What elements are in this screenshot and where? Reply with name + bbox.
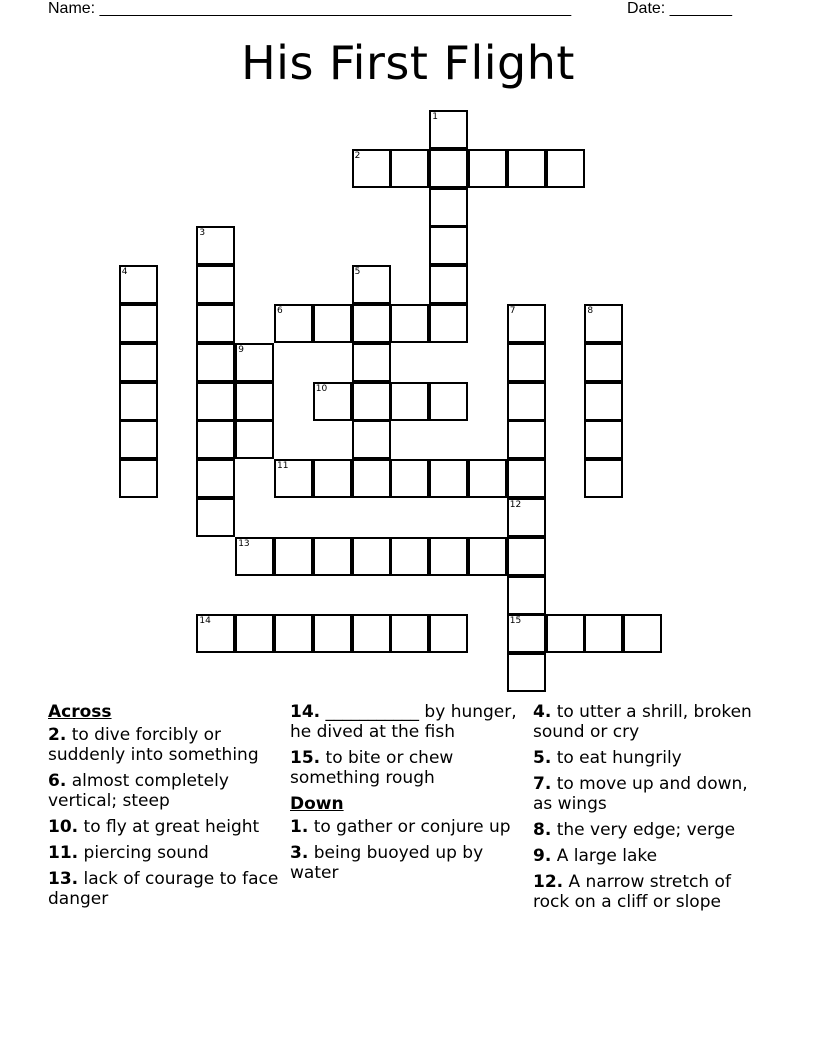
grid-cell[interactable] <box>429 188 468 227</box>
clue-item <box>533 820 768 840</box>
grid-cell[interactable] <box>429 110 468 149</box>
grid-cell[interactable] <box>352 149 391 188</box>
grid-cell[interactable] <box>390 304 429 343</box>
grid-cell[interactable] <box>119 265 158 304</box>
clue-num: 2. <box>48 725 67 745</box>
grid-cell[interactable] <box>196 265 235 304</box>
clue-number: 5 <box>354 267 361 278</box>
clue-number: 13 <box>238 538 250 549</box>
grid-cell[interactable] <box>584 382 623 421</box>
clues-column-3 <box>533 702 768 918</box>
clue-item <box>48 725 283 765</box>
grid-cell[interactable] <box>507 537 546 576</box>
grid-cell[interactable] <box>429 459 468 498</box>
grid-cell[interactable] <box>429 614 468 653</box>
grid-cell[interactable] <box>429 226 468 265</box>
clue-text: the very edge; verge <box>551 820 736 840</box>
grid-cell[interactable] <box>352 537 391 576</box>
clue-text: ___________ by hunger, he dived at the fish <box>290 702 517 742</box>
clue-text: piercing sound <box>78 843 209 863</box>
grid-cell[interactable] <box>429 382 468 421</box>
across-clue-list <box>48 725 283 909</box>
grid-cell[interactable] <box>196 459 235 498</box>
grid-cell[interactable] <box>507 653 546 692</box>
grid-cell[interactable] <box>507 576 546 615</box>
clue-text: being buoyed up by water <box>290 843 484 883</box>
clue-num: 13. <box>48 869 79 889</box>
clue-number: 10 <box>315 383 328 394</box>
grid-cell[interactable] <box>390 149 429 188</box>
grid-cell[interactable] <box>507 420 546 459</box>
grid-cell[interactable] <box>196 498 235 537</box>
grid-cell[interactable] <box>352 265 391 304</box>
clues-column-1 <box>48 702 283 915</box>
grid-cell[interactable] <box>313 382 352 421</box>
grid-cell[interactable] <box>352 304 391 343</box>
clue-number: 14 <box>199 616 211 627</box>
date-line: Date: _______ <box>627 0 732 17</box>
clue-num: 5. <box>533 748 552 768</box>
grid-cell[interactable] <box>584 420 623 459</box>
clue-number: 7 <box>509 306 516 316</box>
clue-item <box>290 843 525 883</box>
grid-cell[interactable] <box>119 382 158 421</box>
clue-number: 2 <box>354 150 361 161</box>
clue-item <box>48 817 283 837</box>
clue-item <box>533 748 768 768</box>
clue-text: lack of courage to face danger <box>48 869 279 909</box>
clue-item <box>533 702 768 742</box>
clue-item <box>48 869 283 909</box>
clue-num: 11. <box>48 843 79 863</box>
grid-cell[interactable] <box>468 459 507 498</box>
grid-cell[interactable] <box>507 459 546 498</box>
clue-number: 9 <box>238 344 244 355</box>
clue-number: 11 <box>277 461 289 472</box>
clues-column-2 <box>290 702 525 889</box>
clue-num: 12. <box>533 872 564 892</box>
grid-cell[interactable] <box>119 459 158 498</box>
grid-cell[interactable] <box>235 343 274 382</box>
down-clue-list-continued <box>533 702 768 912</box>
clue-text: to utter a shrill, broken sound or cry <box>533 702 752 742</box>
grid-cell[interactable] <box>235 614 274 653</box>
grid-cell[interactable] <box>584 459 623 498</box>
clue-number: 6 <box>277 306 283 316</box>
grid-cell[interactable] <box>429 149 468 188</box>
page-title: His First Flight <box>241 36 575 90</box>
grid-cell[interactable] <box>390 382 429 421</box>
grid-cell[interactable] <box>352 343 391 382</box>
grid-cell[interactable] <box>235 420 274 459</box>
clue-number: 1 <box>432 112 438 122</box>
grid-cell[interactable] <box>507 614 546 653</box>
clue-item <box>290 748 525 788</box>
clue-text: to bite or chew something rough <box>290 748 454 788</box>
grid-cell[interactable] <box>507 304 546 343</box>
clue-num: 3. <box>290 843 309 863</box>
clue-text: almost completely vertical; steep <box>48 771 229 811</box>
across-heading: Across <box>48 702 112 722</box>
across-clue-list-continued <box>290 702 525 788</box>
clue-num: 7. <box>533 774 552 794</box>
clue-number: 8 <box>587 306 594 316</box>
grid-cell[interactable] <box>390 537 429 576</box>
grid-cell[interactable] <box>274 614 313 653</box>
grid-cell[interactable] <box>546 149 585 188</box>
clue-text: A narrow stretch of rock on a cliff or slope <box>533 872 731 912</box>
clue-num: 15. <box>290 748 321 768</box>
grid-cell[interactable] <box>196 343 235 382</box>
grid-cell[interactable] <box>119 304 158 343</box>
clue-number: 15 <box>509 616 522 627</box>
grid-cell[interactable] <box>313 304 352 343</box>
clue-item <box>290 702 525 742</box>
grid-cell[interactable] <box>468 149 507 188</box>
grid-cell[interactable] <box>235 537 274 576</box>
grid-cell[interactable] <box>352 420 391 459</box>
grid-cell[interactable] <box>390 459 429 498</box>
down-clue-list <box>290 817 525 883</box>
grid-cell[interactable] <box>507 498 546 537</box>
grid-cell[interactable] <box>235 382 274 421</box>
clue-number: 3 <box>199 228 206 239</box>
grid-cell[interactable] <box>584 304 623 343</box>
down-heading: Down <box>290 794 344 814</box>
clue-number: 4 <box>121 267 128 278</box>
grid-cell[interactable] <box>274 304 313 343</box>
grid-cell[interactable] <box>196 304 235 343</box>
grid-cell[interactable] <box>352 459 391 498</box>
grid-cell[interactable] <box>119 343 158 382</box>
grid-cell[interactable] <box>196 420 235 459</box>
grid-cell[interactable] <box>313 537 352 576</box>
grid-cell[interactable] <box>507 382 546 421</box>
grid-cell[interactable] <box>429 537 468 576</box>
clue-num: 10. <box>48 817 79 837</box>
name-line: Name: _____________________________________________________ <box>48 0 572 17</box>
grid-cell[interactable] <box>196 382 235 421</box>
grid-cell[interactable] <box>352 614 391 653</box>
grid-cell[interactable] <box>196 614 235 653</box>
grid-cell[interactable] <box>313 614 352 653</box>
clue-num: 8. <box>533 820 552 840</box>
grid-cell[interactable] <box>390 614 429 653</box>
clue-text: to gather or conjure up <box>308 817 511 837</box>
grid-cell[interactable] <box>623 614 662 653</box>
clue-num: 6. <box>48 771 67 791</box>
grid-cell[interactable] <box>507 149 546 188</box>
clue-item <box>533 774 768 814</box>
grid-cell[interactable] <box>313 459 352 498</box>
grid-cell[interactable] <box>507 343 546 382</box>
clue-text: A large lake <box>551 846 658 866</box>
grid-cell[interactable] <box>196 226 235 265</box>
clue-item <box>290 817 525 837</box>
grid-cell[interactable] <box>352 382 391 421</box>
grid-cell[interactable] <box>274 537 313 576</box>
clue-num: 9. <box>533 846 552 866</box>
grid-cell[interactable] <box>429 265 468 304</box>
grid-cell[interactable] <box>274 459 313 498</box>
grid-cell[interactable] <box>584 343 623 382</box>
clue-num: 14. <box>290 702 321 722</box>
clue-num: 1. <box>290 817 309 837</box>
clue-item <box>48 771 283 811</box>
clue-item <box>48 843 283 863</box>
clue-text: to move up and down, as wings <box>533 774 748 814</box>
clue-text: to fly at great height <box>78 817 260 837</box>
clue-number: 12 <box>509 500 522 510</box>
clue-item <box>533 846 768 866</box>
grid-cell[interactable] <box>468 537 507 576</box>
clue-text: to dive forcibly or suddenly into something <box>48 725 259 765</box>
clue-num: 4. <box>533 702 552 722</box>
grid-cell[interactable] <box>429 304 468 343</box>
grid-cell[interactable] <box>584 614 623 653</box>
clue-item <box>533 872 768 912</box>
clue-text: to eat hungrily <box>551 748 682 768</box>
grid-cell[interactable] <box>546 614 585 653</box>
grid-cell[interactable] <box>119 420 158 459</box>
